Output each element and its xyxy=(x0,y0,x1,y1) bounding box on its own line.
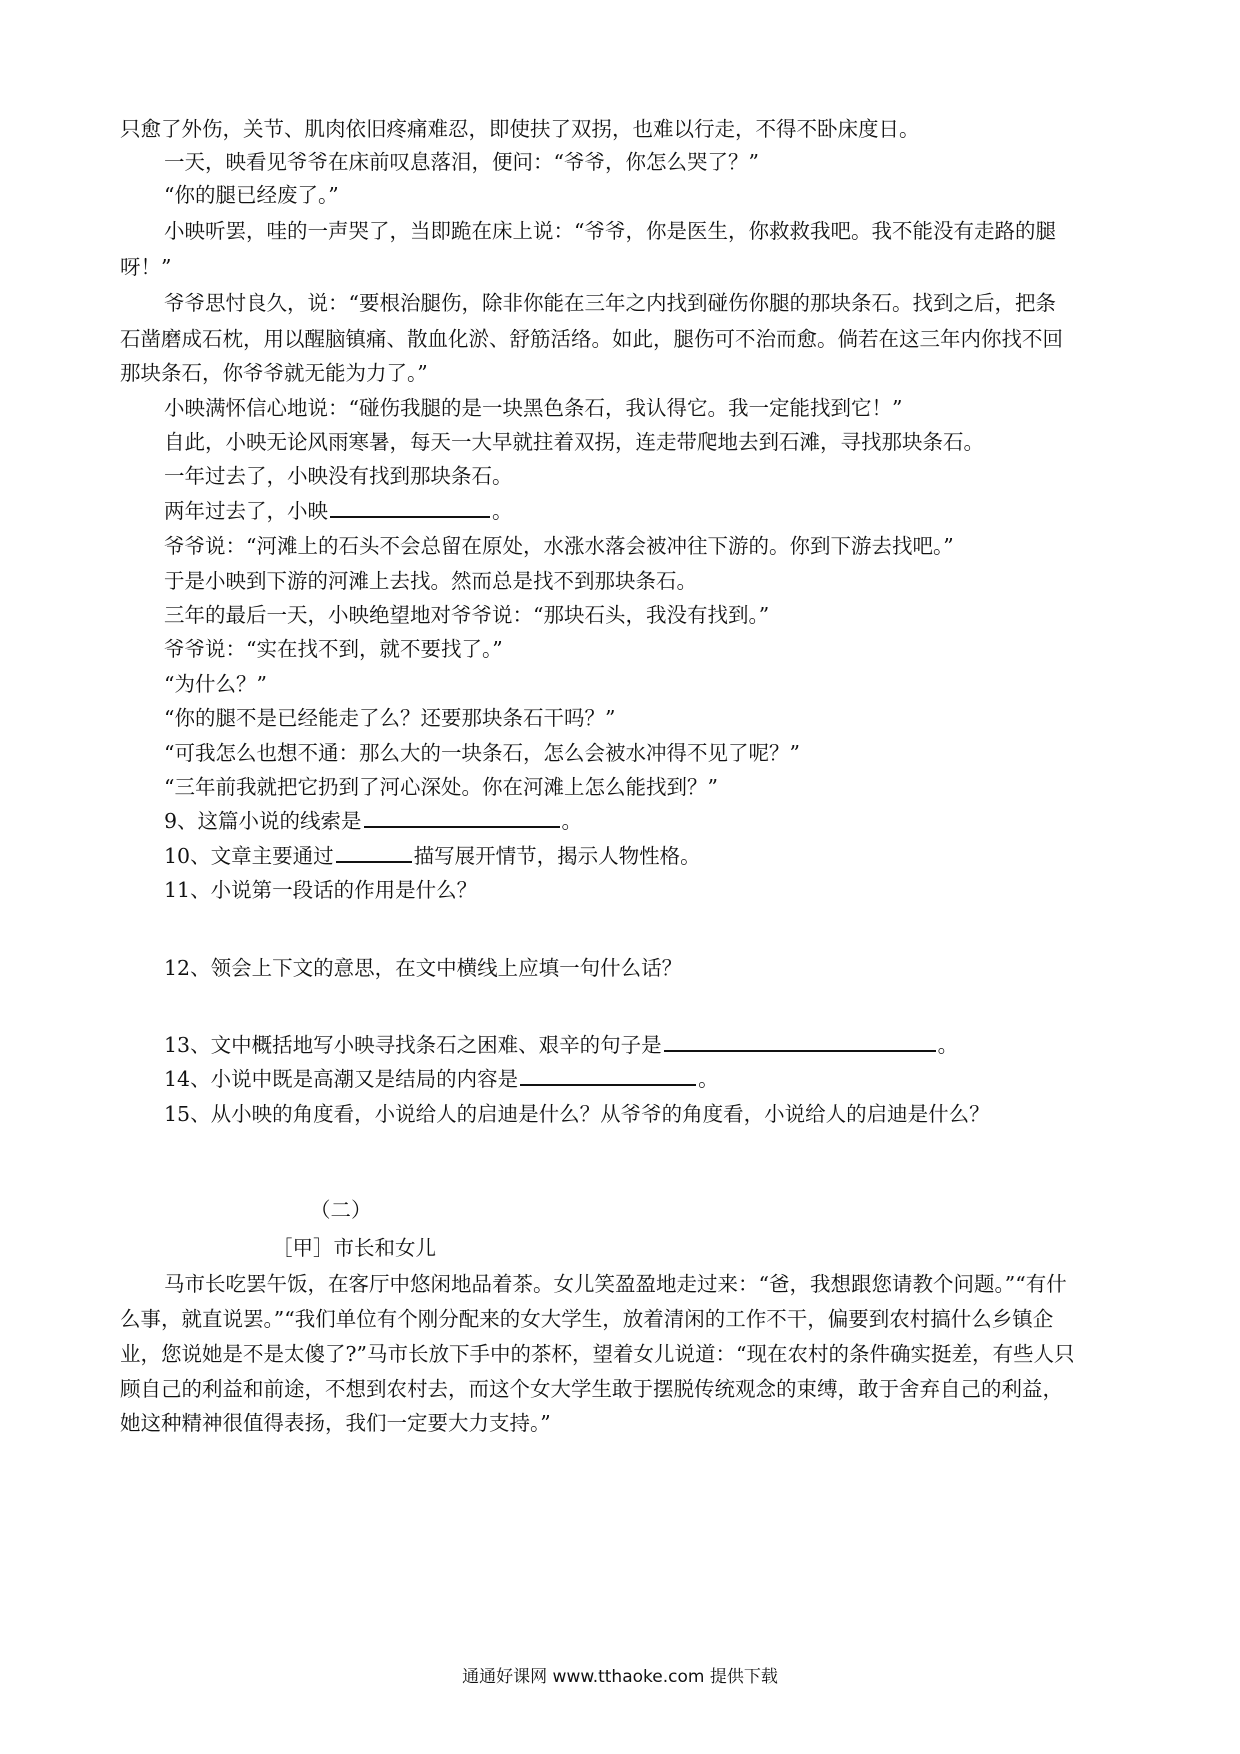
paragraph-line: 爷爷说：“实在找不到，就不要找了。” xyxy=(164,637,503,661)
paragraph-line: 于是小映到下游的河滩上去找。然而总是找不到那块条石。 xyxy=(164,569,697,593)
section-heading: （二） xyxy=(310,1198,372,1222)
section-subtitle: ［甲］市长和女儿 xyxy=(272,1236,436,1260)
paragraph-line: 那块条石，你爷爷就无能为力了。” xyxy=(120,361,428,385)
answer-blank[interactable] xyxy=(520,1064,696,1086)
paragraph-line: 呀！” xyxy=(120,255,172,279)
question-14 xyxy=(164,1064,1130,1094)
paragraph-line: 小映满怀信心地说：“碰伤我腿的是一块黑色条石，我认得它。我一定能找到它！” xyxy=(164,396,903,420)
question-11: 11、小说第一段话的作用是什么？ xyxy=(164,878,478,902)
question-text: 。 xyxy=(937,1033,959,1057)
paragraph-line: 爷爷说：“河滩上的石头不会总留在原处，水涨水落会被冲往下游的。你到下游去找吧。” xyxy=(164,534,954,558)
paragraph-line: 小映听罢，哇的一声哭了，当即跪在床上说：“爷爷，你是医生，你救救我吧。我不能没有走路的腿 xyxy=(164,219,1056,243)
question-10 xyxy=(164,841,1130,871)
question-text: 14、小说中既是高潮又是结局的内容是 xyxy=(164,1067,519,1091)
paragraph-line: 三年的最后一天，小映绝望地对爷爷说：“那块石头，我没有找到。” xyxy=(164,603,770,627)
question-9 xyxy=(164,806,1130,836)
paragraph-line: “可我怎么也想不通：那么大的一块条石，怎么会被水冲得不见了呢？” xyxy=(164,741,800,765)
answer-blank[interactable] xyxy=(364,806,560,828)
paragraph-line: 业，您说她是不是太傻了?”马市长放下手中的茶杯，望着女儿说道：“现在农村的条件确实挺差，有些人只 xyxy=(120,1342,1075,1366)
paragraph-line: 顾自己的利益和前途，不想到农村去，而这个女大学生敢于摆脱传统观念的束缚，敢于舍弃自己的利益， xyxy=(120,1377,1063,1401)
text-segment: 两年过去了，小映 xyxy=(164,499,328,523)
page-footer: 通通好课网 www.tthaoke.com 提供下载 xyxy=(462,1667,778,1687)
question-text: 9、这篇小说的线索是 xyxy=(164,809,362,833)
paragraph-line: “你的腿不是已经能走了么？还要那块条石干吗？” xyxy=(164,706,616,730)
paragraph-line: “三年前我就把它扔到了河心深处。你在河滩上怎么能找到？” xyxy=(164,775,718,799)
paragraph-line: 只愈了外伤，关节、肌肉依旧疼痛难忍，即使扶了双拐，也难以行走，不得不卧床度日。 xyxy=(120,117,920,141)
text-segment: 。 xyxy=(492,499,513,523)
question-text: 。 xyxy=(698,1067,719,1091)
question-text: 13、文中概括地写小映寻找条石之困难、艰辛的句子是 xyxy=(164,1033,662,1057)
paragraph-line: 石凿磨成石枕，用以醒脑镇痛、散血化淤、舒筋活络。如此，腿伤可不治而愈。倘若在这三年内你找不回 xyxy=(120,327,1063,351)
answer-blank[interactable] xyxy=(336,841,412,863)
paragraph-line-with-blank xyxy=(164,496,1130,526)
paragraph-line: 她这种精神很值得表扬，我们一定要大力支持。” xyxy=(120,1411,551,1435)
paragraph-line: “为什么？” xyxy=(164,672,267,696)
question-text: 。 xyxy=(561,809,583,833)
question-13 xyxy=(164,1030,1130,1060)
question-text: 10、文章主要通过 xyxy=(164,844,334,868)
answer-blank[interactable] xyxy=(664,1030,936,1052)
paragraph-line: 么事，就直说罢。”“我们单位有个刚分配来的女大学生，放着清闲的工作不干，偏要到农村搞什么乡镇企 xyxy=(120,1307,1054,1331)
answer-blank[interactable] xyxy=(330,496,490,518)
paragraph-line: “你的腿已经废了。” xyxy=(164,183,339,207)
question-12: 12、领会上下文的意思，在文中横线上应填一句什么话？ xyxy=(164,956,683,980)
paragraph-line: 马市长吃罢午饭，在客厅中悠闲地品着茶。女儿笑盈盈地走过来：“爸，我想跟您请教个问题。”“有什 xyxy=(164,1272,1067,1296)
paragraph-line: 自此，小映无论风雨寒暑，每天一大早就拄着双拐，连走带爬地去到石滩，寻找那块条石。 xyxy=(164,430,984,454)
paragraph-line: 一年过去了，小映没有找到那块条石。 xyxy=(164,464,513,488)
question-15: 15、从小映的角度看，小说给人的启迪是什么？从爷爷的角度看，小说给人的启迪是什么？ xyxy=(164,1102,990,1126)
paragraph-line: 一天，映看见爷爷在床前叹息落泪，便问：“爷爷，你怎么哭了？” xyxy=(164,150,759,174)
question-text: 描写展开情节，揭示人物性格。 xyxy=(413,844,701,868)
paragraph-line: 爷爷思忖良久，说：“要根治腿伤，除非你能在三年之内找到碰伤你腿的那块条石。找到之后，把条 xyxy=(164,291,1056,315)
